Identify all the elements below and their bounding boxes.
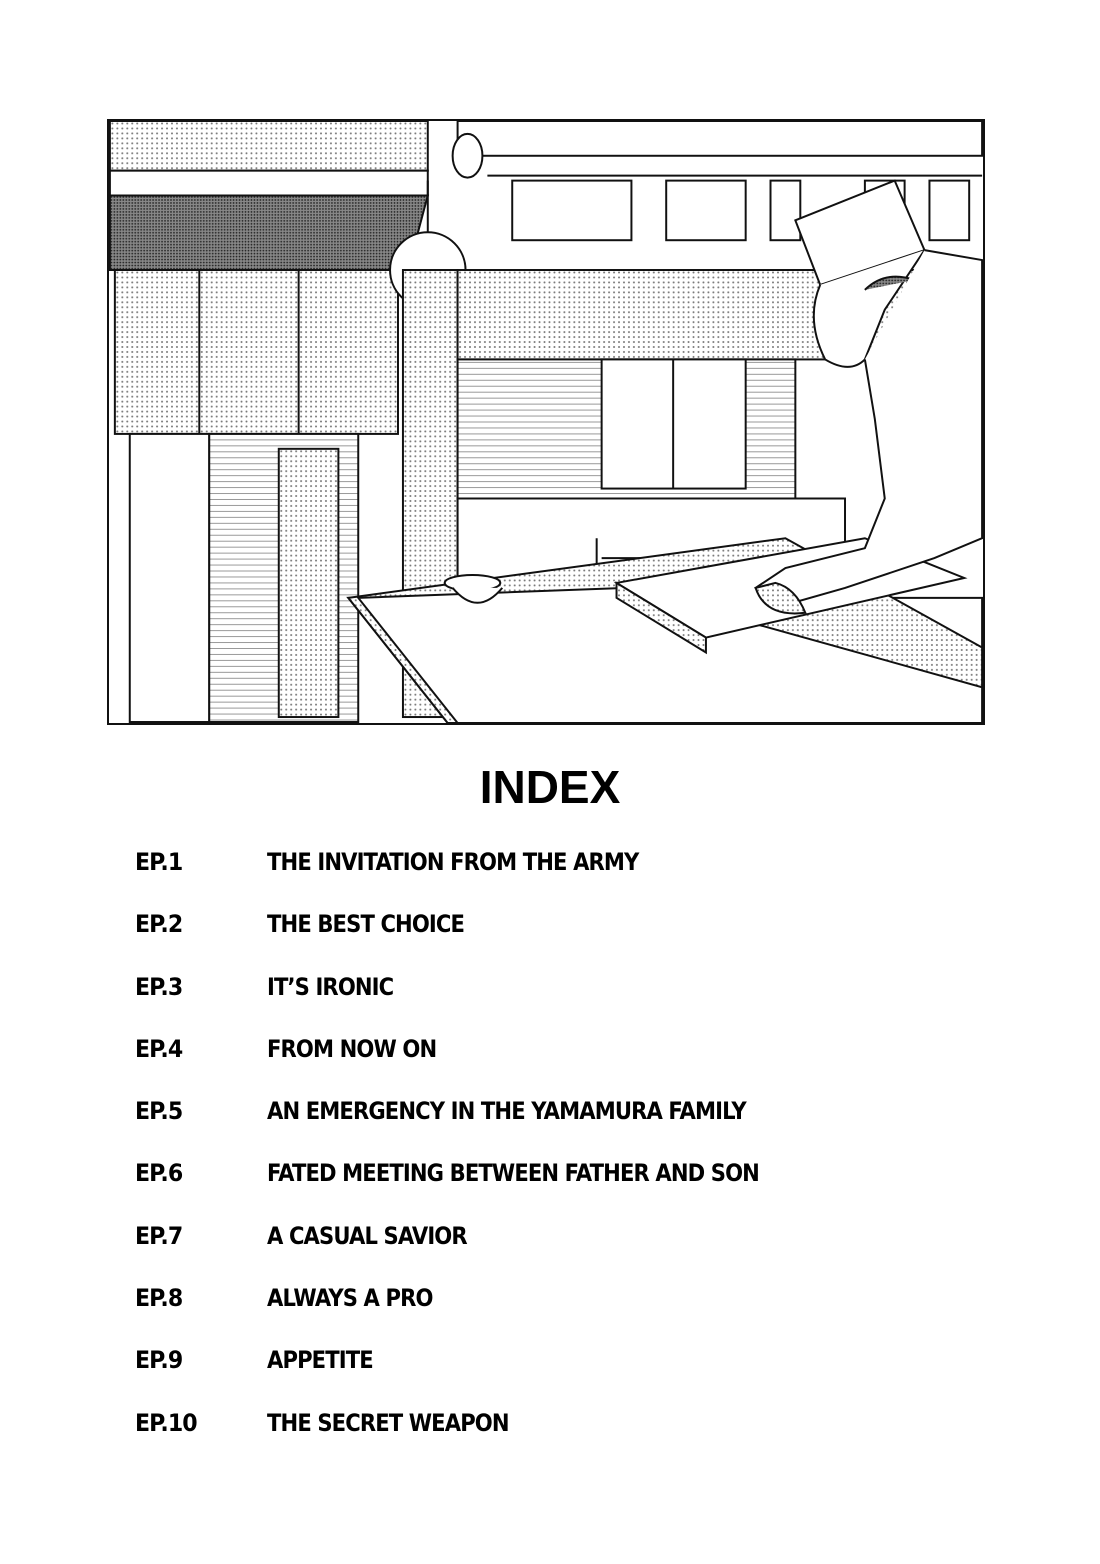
episode-number: EP.4: [135, 1034, 183, 1063]
episode-row[interactable]: [135, 848, 1035, 910]
episode-row[interactable]: [135, 973, 1035, 1035]
manga-illustration-panel: [107, 119, 985, 725]
episode-number: EP.9: [135, 1346, 183, 1375]
episode-list: [135, 848, 1035, 1471]
episode-title: ALWAYS A PRO: [267, 1284, 433, 1313]
episode-row[interactable]: [135, 1284, 1035, 1346]
episode-row[interactable]: [135, 1159, 1035, 1221]
episode-number: EP.7: [135, 1221, 183, 1250]
episode-title: IT’S IRONIC: [267, 972, 394, 1001]
episode-number: EP.1: [135, 848, 183, 876]
episode-number: EP.6: [135, 1159, 183, 1188]
episode-row[interactable]: [135, 1222, 1035, 1284]
episode-number: EP.5: [135, 1097, 183, 1126]
episode-title: FROM NOW ON: [267, 1034, 437, 1063]
episode-number: EP.8: [135, 1284, 183, 1313]
episode-row[interactable]: [135, 1409, 1035, 1471]
episode-title: APPETITE: [267, 1346, 373, 1375]
episode-row[interactable]: [135, 1346, 1035, 1408]
episode-number: EP.10: [135, 1408, 197, 1437]
episode-title: THE SECRET WEAPON: [267, 1408, 509, 1437]
episode-title: A CASUAL SAVIOR: [267, 1221, 467, 1250]
episode-title: FATED MEETING BETWEEN FATHER AND SON: [267, 1159, 759, 1188]
kitchen-scene-illustration: [109, 121, 983, 723]
episode-title: THE BEST CHOICE: [267, 910, 465, 939]
episode-number: EP.2: [135, 910, 183, 939]
episode-title: AN EMERGENCY IN THE YAMAMURA FAMILY: [267, 1097, 746, 1126]
episode-row[interactable]: [135, 910, 1035, 972]
episode-row[interactable]: [135, 1097, 1035, 1159]
episode-row[interactable]: [135, 1035, 1035, 1097]
episode-title: THE INVITATION FROM THE ARMY: [267, 848, 639, 876]
page-title: INDEX: [479, 761, 621, 813]
episode-number: EP.3: [135, 972, 183, 1001]
